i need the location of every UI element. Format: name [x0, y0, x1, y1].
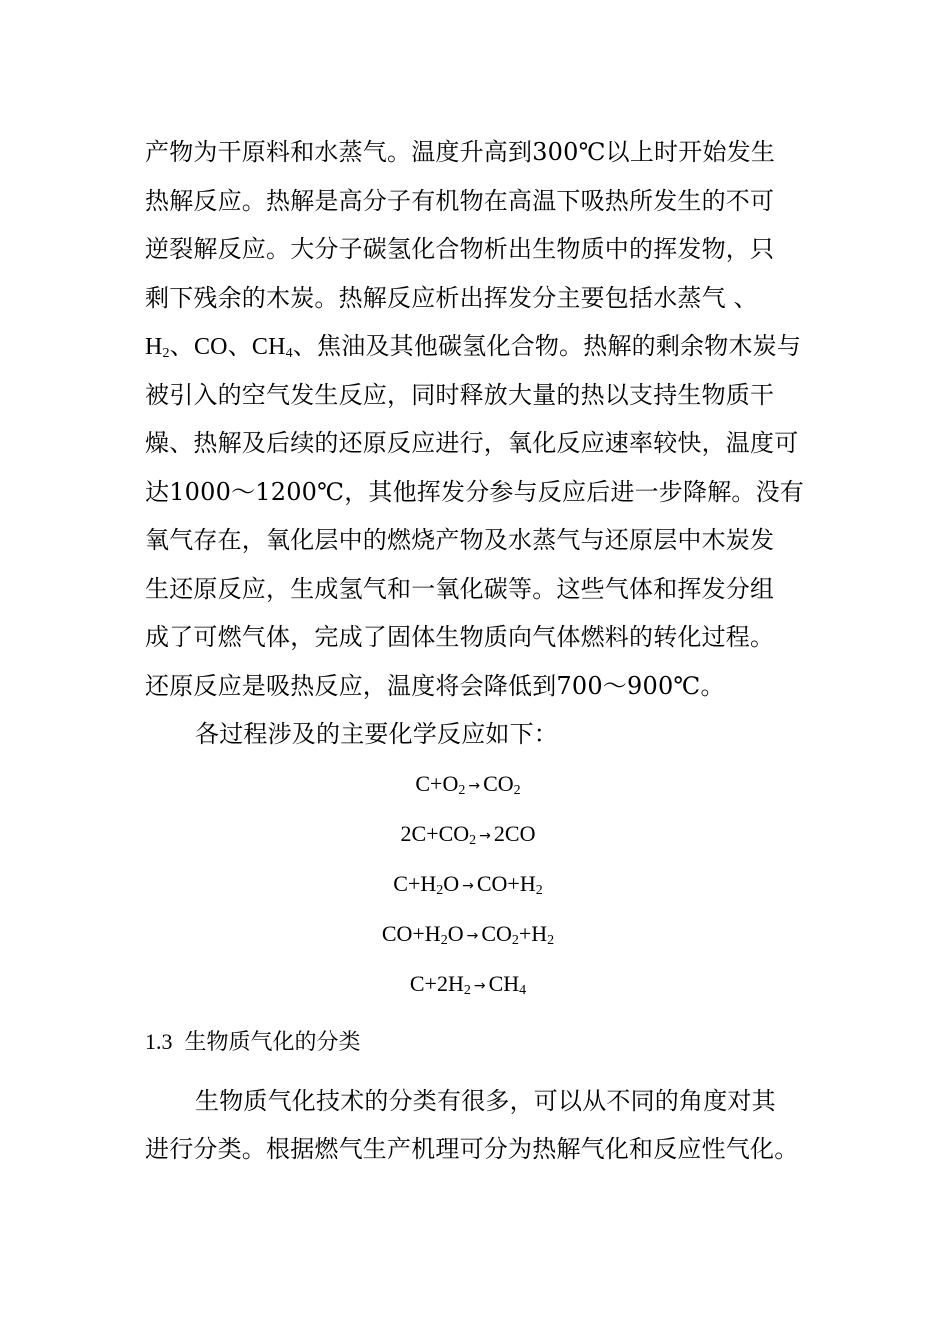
- chemical-equation: [145, 909, 825, 959]
- formula-subscript: 4: [285, 346, 293, 361]
- reaction-arrow-icon: →: [466, 927, 479, 944]
- text-line-formulas: [145, 322, 825, 371]
- formula-subscript: 2: [513, 782, 521, 798]
- formula-text: CH: [488, 970, 520, 996]
- formula-text: C+O: [415, 770, 459, 796]
- formula-subscript: 2: [162, 346, 170, 361]
- formula-text: C+H: [393, 870, 437, 896]
- paragraph-1: [145, 128, 825, 710]
- text-line: 热解反应。热解是高分子有机物在高温下吸热所发生的不可: [145, 186, 775, 215]
- reaction-arrow-icon: →: [479, 827, 491, 844]
- text-line: 逆裂解反应。大分子碳氢化合物析出生物质中的挥发物，只: [145, 235, 775, 263]
- reaction-arrow-icon: →: [473, 977, 486, 994]
- text-line: 生物质气化技术的分类有很多，可以从不同的角度对其: [195, 1086, 776, 1115]
- formula-subscript: 2: [511, 932, 519, 948]
- formula-text: O: [443, 870, 460, 896]
- formula-text: O: [447, 920, 464, 946]
- formula-subscript: 2: [436, 882, 444, 898]
- text-line: 燥、热解及后续的还原反应进行，氧化反应速率较快，温度可: [145, 429, 799, 457]
- section-title: 生物质气化的分类: [184, 1029, 361, 1055]
- text-fragment: 、焦油及其他碳氢化合物。热解的剩余物木炭与: [292, 332, 802, 360]
- chemical-equation: [145, 759, 825, 809]
- formula-text: CO+H: [476, 870, 536, 896]
- formula-subscript: 4: [519, 982, 527, 998]
- chemical-equation: [145, 859, 825, 909]
- formula-h: H: [145, 334, 163, 360]
- formula-subscript: 2: [440, 932, 448, 948]
- formula-text: CO: [483, 770, 514, 796]
- formula-co-ch: 、CO、CH: [169, 334, 286, 360]
- formula-subscript: 2: [547, 932, 555, 948]
- paragraph-2: [145, 1077, 825, 1174]
- text-line: 成了可燃气体，完成了固体生物质向气体燃料的转化过程。: [145, 623, 775, 651]
- text-line: 氧气存在，氧化层中的燃烧产物及水蒸气与还原层中木炭发: [145, 526, 775, 554]
- formula-text: 2C+CO: [400, 820, 470, 846]
- text-line: 还原反应是吸热反应，温度将会降低到700～900℃。: [145, 671, 725, 700]
- equation-list: [145, 759, 825, 1009]
- formula-text: C+2H: [409, 970, 464, 996]
- text-line: 进行分类。根据燃气生产机理可分为热解气化和反应性气化。: [145, 1135, 799, 1163]
- text-body: [145, 128, 825, 1174]
- reaction-arrow-icon: →: [468, 777, 481, 794]
- formula-subscript: 2: [469, 832, 477, 848]
- formula-subscript: 2: [458, 782, 466, 798]
- text-line: 剩下残余的木炭。热解反应析出挥发分主要包括水蒸气 、: [145, 283, 758, 312]
- formula-subscript: 2: [463, 982, 471, 998]
- text-line: 产物为干原料和水蒸气。温度升高到300℃以上时开始发生: [145, 138, 776, 166]
- formula-text: CO: [481, 920, 512, 946]
- reactions-intro: 各过程涉及的主要化学反应如下：: [195, 720, 558, 748]
- text-line: 达1000～1200℃，其他挥发分参与反应后进一步降解。没有: [145, 477, 805, 506]
- section-number: 1.3: [145, 1028, 173, 1054]
- text-line: 被引入的空气发生反应，同时释放大量的热以支持生物质干: [145, 380, 775, 409]
- chemical-equation: [145, 809, 825, 859]
- reaction-arrow-icon: →: [462, 877, 474, 894]
- chemical-equation: [145, 959, 825, 1009]
- formula-subscript: 2: [535, 882, 543, 898]
- formula-text: CO+H: [381, 920, 441, 946]
- text-line: 生还原反应，生成氢气和一氧化碳等。这些气体和挥发分组: [145, 574, 775, 603]
- section-heading: [145, 1019, 825, 1065]
- formula-text: 2CO: [493, 820, 536, 846]
- formula-text: +H: [518, 920, 548, 946]
